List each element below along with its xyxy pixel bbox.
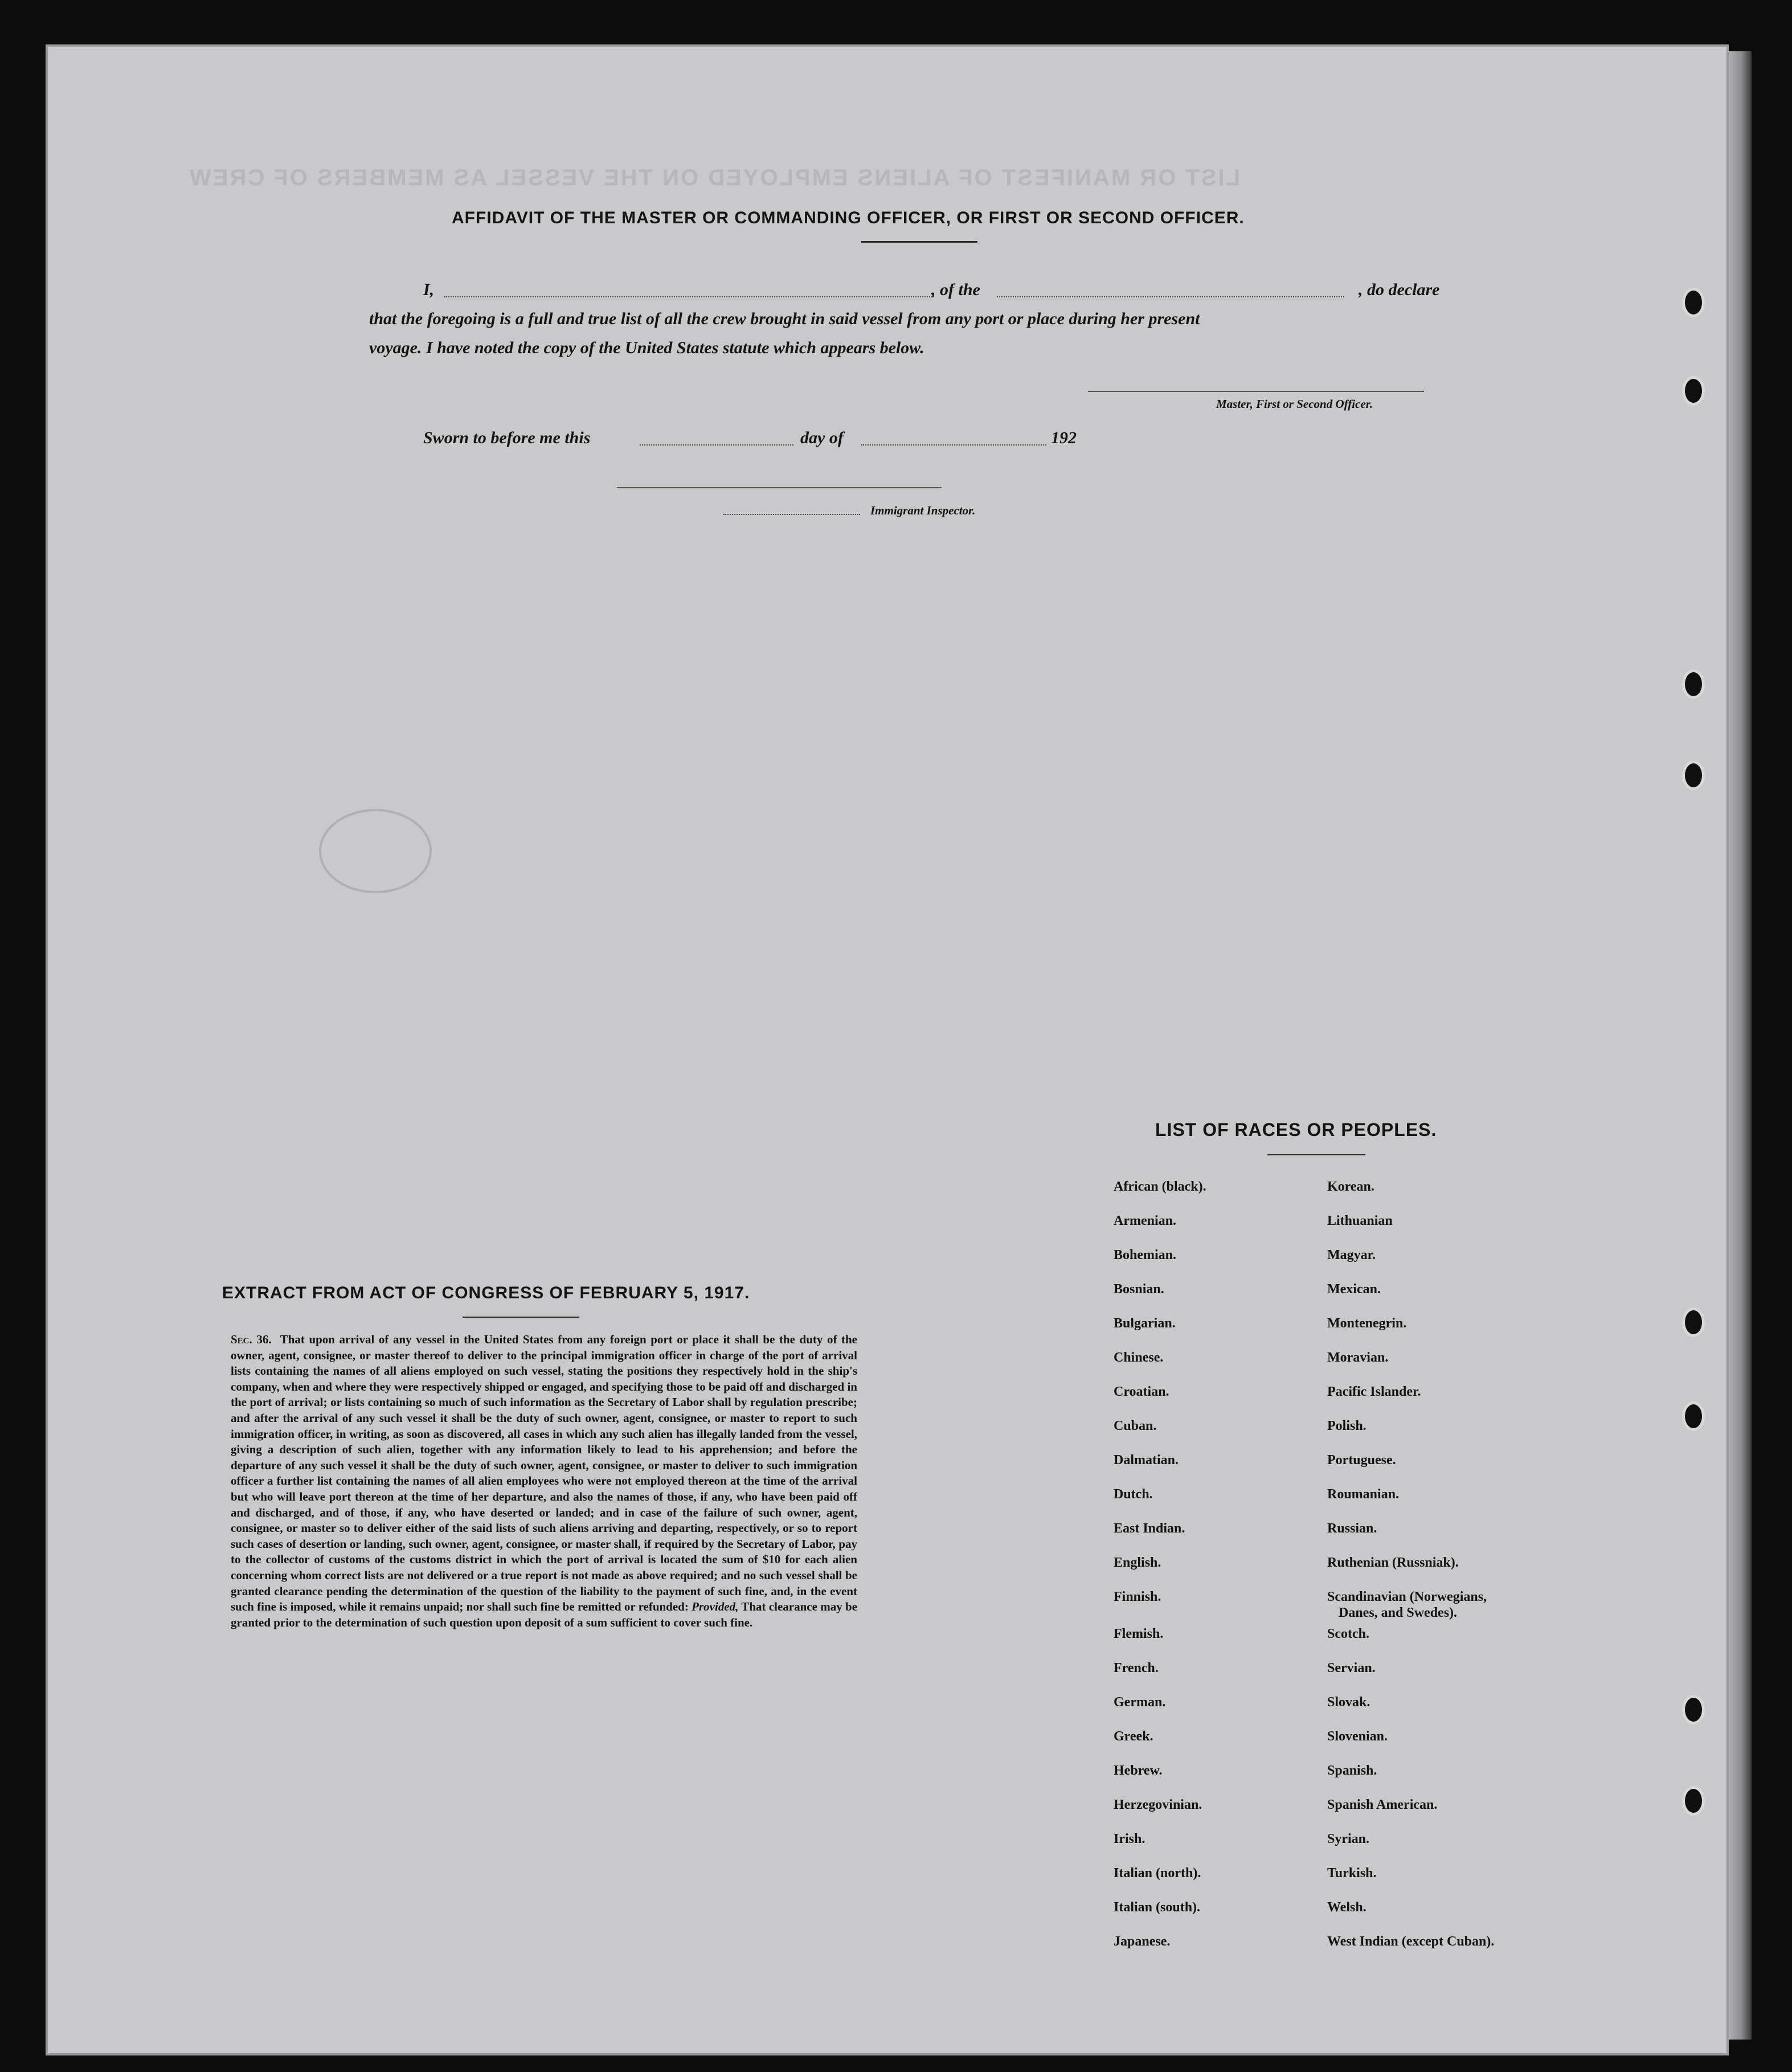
extract-body <box>231 1332 857 1630</box>
year-text: 192 <box>1051 428 1077 447</box>
day-of-text: day of <box>800 428 844 447</box>
faded-stamp <box>319 809 432 893</box>
race-item: Herzegovinian. <box>1114 1797 1202 1812</box>
race-item: Portuguese. <box>1327 1453 1396 1468</box>
race-item: Scotch. <box>1327 1626 1369 1641</box>
race-item: Flemish. <box>1114 1626 1164 1641</box>
race-item: Greek. <box>1114 1729 1153 1744</box>
signature-line <box>1088 391 1424 392</box>
name-blank <box>444 296 934 297</box>
punch-hole <box>1685 672 1702 696</box>
race-item: Dalmatian. <box>1114 1453 1179 1468</box>
inspector-label: Immigrant Inspector. <box>870 504 976 517</box>
page-edge <box>1726 51 1752 2040</box>
race-item: Armenian. <box>1114 1213 1176 1228</box>
race-item: Bohemian. <box>1114 1248 1177 1262</box>
punch-hole <box>1685 763 1702 787</box>
affidavit-of-the: , of the <box>931 280 980 299</box>
race-item: Spanish. <box>1327 1763 1377 1778</box>
punch-hole <box>1685 1310 1702 1334</box>
race-item: Italian (north). <box>1114 1866 1201 1881</box>
race-item: Slovenian. <box>1327 1729 1388 1744</box>
race-item: Scandinavian (Norwegians, <box>1327 1589 1487 1604</box>
extract-text-part-1: That upon arrival of any vessel in the United States from any foreign port or place it shall be the duty of the owner, agent, consignee, or master thereof to deliver to the principal immigration officer in charge of the port of arrival lists containing the names of all aliens employed on such vessel, stating the positions they respectively hold in the ship's company, when and where they were respectively shipped or engaged, and specifying those to be paid off and discharged in the port of arrival; or lists containing so much of such information as the Secretary of Labor shall by regulation prescribe; and after the arrival of any such vessel it shall be the duty of such owner, agent, consignee, or master to report to such immigration officer, in writing, as soon as discovered, all cases in which any such alien has illegally landed from the vessel, giving a description of such alien, together with any information likely to lead to his apprehension; and before the departure of any such vessel it shall be the duty of such owner, agent, consignee, or master to deliver to such immigration officer a further list containing the names of all alien employees who were not employed thereon at the time of the arrival but who will leave port thereon at the time of her departure, and also the names of those, if any, who have been paid off and discharged, and of those, if any, who have deserted or landed; and in case of the failure of such owner, agent, consignee, or master so to deliver either of the said lists of such aliens arriving and departing, respectively, or so to report such cases of desertion or landing, such owner, agent, consignee, or master shall, if required by the Secretary of Labor, pay to the collector of customs of the customs district in which the port of arrival is located the sum of $10 for each alien concerning whom correct lists are not delivered or a true report is not made as above required; and no such vessel shall be granted clearance pending the determination of the question of the liability to the payment of such fine, and, in the event such fine is imposed, while it remains unpaid; nor shall such fine be remitted or refunded: <box>231 1333 857 1614</box>
race-item: Hebrew. <box>1114 1763 1163 1778</box>
provided-word: Provided, <box>692 1600 739 1614</box>
race-item: German. <box>1114 1695 1166 1710</box>
race-item: Dutch. <box>1114 1487 1153 1502</box>
affidavit-i: I, <box>423 280 435 299</box>
bleed-through-text: LIST OR MANIFEST OF ALIENS EMPLOYED ON THE VESSEL AS MEMBERS OF CREW <box>188 165 1241 190</box>
extract-title-underline <box>463 1317 579 1318</box>
race-item: Lithuanian <box>1327 1213 1393 1228</box>
race-item: Magyar. <box>1327 1248 1376 1262</box>
race-item: East Indian. <box>1114 1521 1185 1536</box>
race-item: Mexican. <box>1327 1282 1381 1297</box>
race-item: Welsh. <box>1327 1900 1366 1915</box>
punch-hole <box>1685 379 1702 403</box>
punch-hole <box>1685 1698 1702 1722</box>
race-item: Slovak. <box>1327 1695 1370 1710</box>
race-item: Moravian. <box>1327 1350 1389 1365</box>
affidavit-title: AFFIDAVIT OF THE MASTER OR COMMANDING OFFICER, OR FIRST OR SECOND OFFICER. <box>452 209 1245 227</box>
race-item: English. <box>1114 1555 1161 1570</box>
race-item: Roumanian. <box>1327 1487 1400 1502</box>
extract-title: EXTRACT FROM ACT OF CONGRESS OF FEBRUARY 5, 1917. <box>222 1284 750 1302</box>
race-item: Servian. <box>1327 1661 1376 1675</box>
races-title: LIST OF RACES OR PEOPLES. <box>1155 1119 1437 1140</box>
race-item: Bosnian. <box>1114 1282 1164 1297</box>
race-item: Cuban. <box>1114 1419 1157 1433</box>
race-item: Ruthenian (Russniak). <box>1327 1555 1459 1570</box>
race-item: Syrian. <box>1327 1832 1370 1846</box>
race-item: Pacific Islander. <box>1327 1384 1421 1399</box>
inspector-blank <box>723 514 860 515</box>
race-item: Croatian. <box>1114 1384 1169 1399</box>
race-item: Japanese. <box>1114 1934 1171 1949</box>
month-blank <box>861 444 1046 446</box>
punch-hole <box>1685 1404 1702 1428</box>
races-title-underline <box>1267 1154 1365 1155</box>
race-item: African (black). <box>1114 1179 1206 1194</box>
day-blank <box>640 444 793 446</box>
race-item: Korean. <box>1327 1179 1374 1194</box>
race-item: Spanish American. <box>1327 1797 1438 1812</box>
race-item: Chinese. <box>1114 1350 1164 1365</box>
vessel-blank <box>997 296 1344 297</box>
affidavit-line-2: that the foregoing is a full and true list of all the crew brought in said vessel from any port or place during her present <box>369 309 1200 328</box>
extract-text-part-2: That clearance may be granted prior to the determination of such question upon deposit of a sum sufficient to cover such fine. <box>231 1600 858 1629</box>
inspector-signature-line <box>617 487 942 488</box>
punch-hole <box>1685 291 1702 314</box>
sworn-text: Sworn to before me this <box>423 428 591 447</box>
race-item: Irish. <box>1114 1832 1145 1846</box>
affidavit-declare: , do declare <box>1359 280 1440 299</box>
title-underline <box>861 241 977 243</box>
race-item: Russian. <box>1327 1521 1377 1536</box>
race-item: Italian (south). <box>1114 1900 1201 1915</box>
race-item: Turkish. <box>1327 1866 1377 1881</box>
affidavit-line-3: voyage. I have noted the copy of the United States statute which appears below. <box>369 338 924 357</box>
race-item: French. <box>1114 1661 1159 1675</box>
race-item: Polish. <box>1327 1419 1366 1433</box>
race-item: West Indian (except Cuban). <box>1327 1934 1495 1949</box>
race-item: Bulgarian. <box>1114 1316 1176 1331</box>
race-item: Finnish. <box>1114 1589 1161 1604</box>
race-scandinavian-continued: Danes, and Swedes). <box>1339 1605 1458 1620</box>
master-label: Master, First or Second Officer. <box>1216 397 1373 411</box>
punch-hole <box>1685 1789 1702 1813</box>
section-label: Sec. 36. <box>231 1333 272 1346</box>
race-item: Montenegrin. <box>1327 1316 1407 1331</box>
